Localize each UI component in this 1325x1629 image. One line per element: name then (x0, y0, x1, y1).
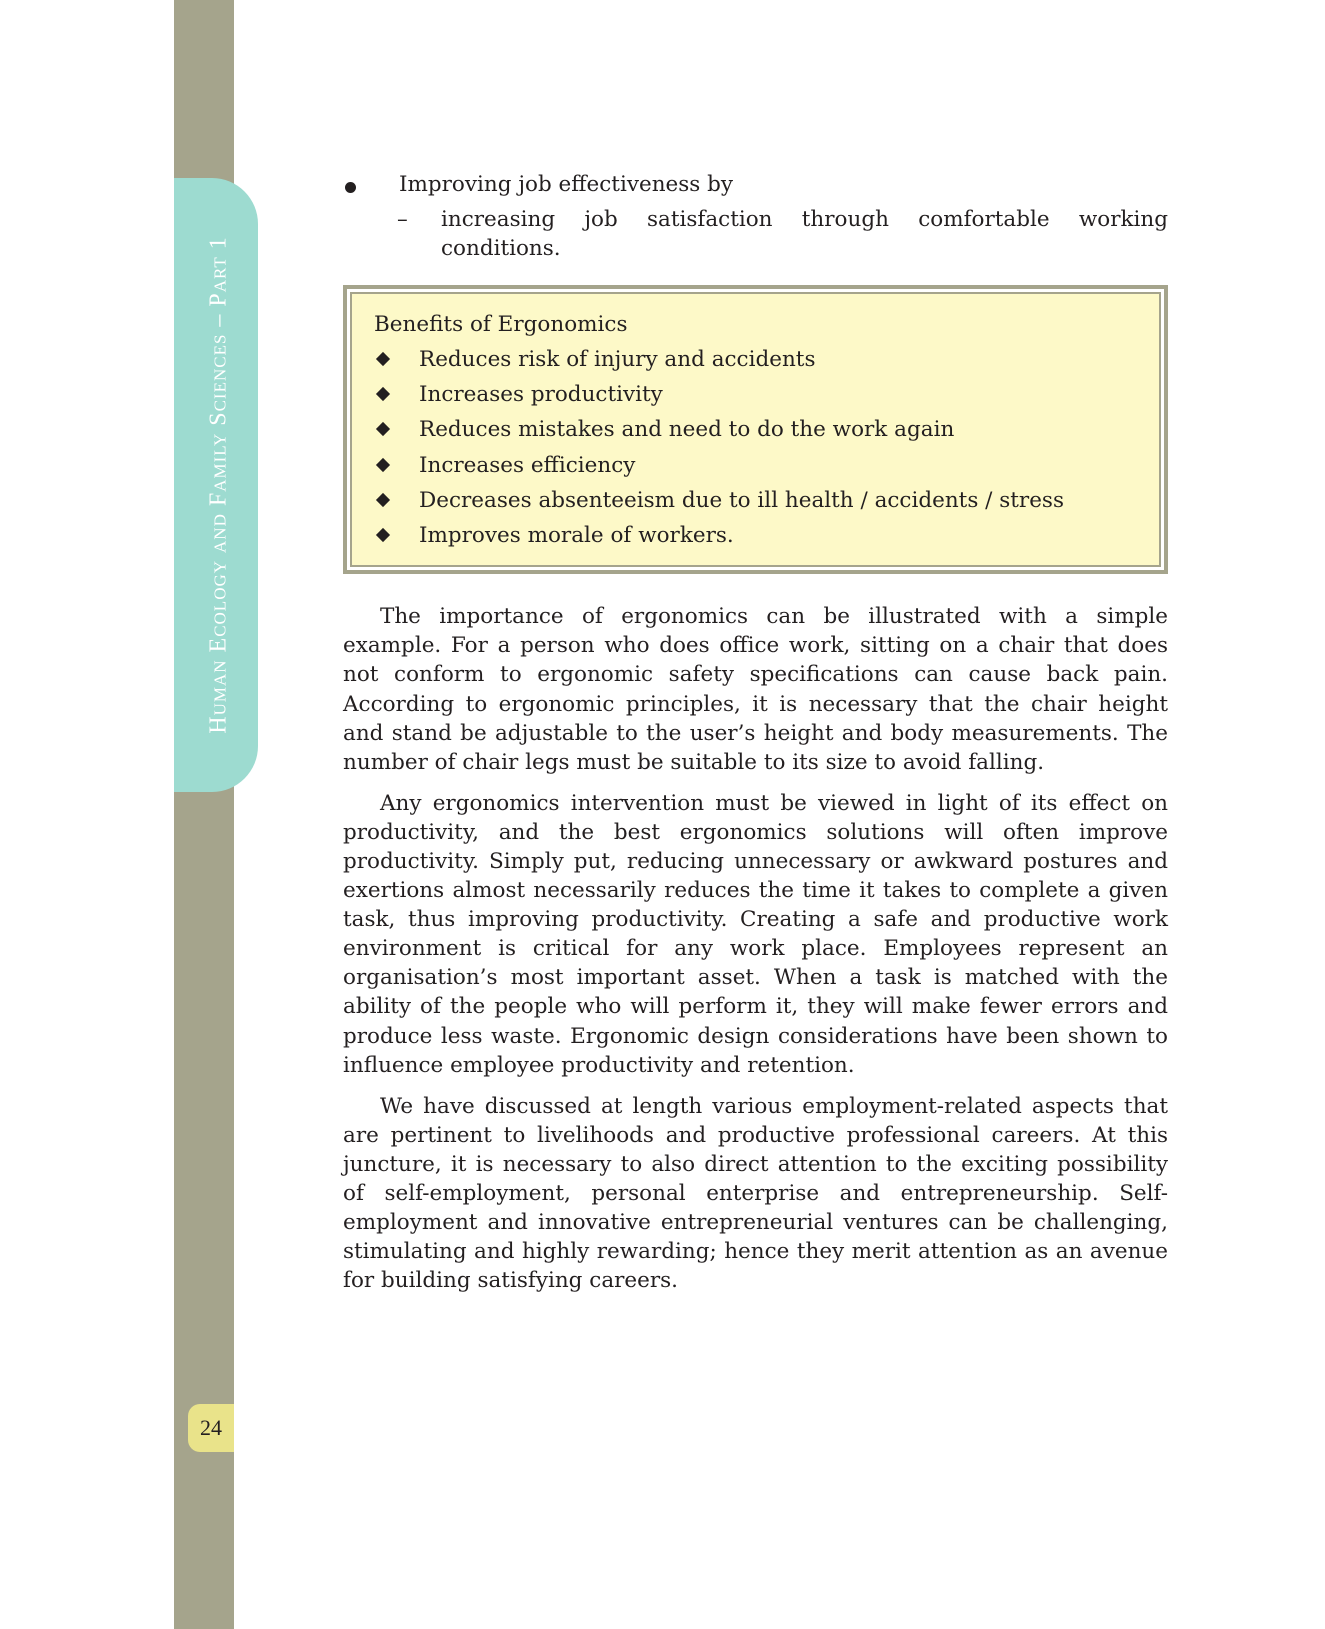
benefit-item (374, 518, 1137, 553)
benefit-text: Reduces risk of injury and accidents (419, 347, 816, 372)
benefit-item (374, 412, 1137, 447)
paragraph: We have discussed at length various employment-related aspects that are pertinent to livelihoods and productive professional careers. At this juncture, it is necessary to also direct attention to the exciting possibility of self-employment, personal enterprise and entrepreneurship. Self-employment and innovative entrepreneurial ventures can be challenging, stimulating and highly rewarding; hence they merit attention as an avenue for building satisfying careers. (343, 1093, 1168, 1294)
page-content (343, 170, 1168, 1295)
benefit-item (374, 448, 1137, 483)
benefit-item (374, 342, 1137, 377)
benefit-item (374, 377, 1137, 412)
benefit-text: Decreases absenteeism due to ill health / accidents / stress (419, 487, 1064, 513)
diamond-bullet-icon (376, 458, 390, 472)
paragraph: Any ergonomics intervention must be viewed in light of its effect on productivity, and the best ergonomics solutions will often improve productivity. Simply put, reducing unnecessary or awkward postures and exertions almost necessarily reduces the time it takes to complete a given task, thus improving productivity. Creating a safe and productive work environment is critical for any work place. Employees represent an organisation’s most important asset. When a task is matched with the ability of the people who will perform it, they will make fewer errors and produce less waste. Ergonomic design considerations have been shown to influence employee productivity and retention. (343, 790, 1168, 1078)
diamond-bullet-icon (376, 352, 390, 366)
diamond-bullet-icon (376, 387, 390, 401)
benefit-text: Increases productivity (419, 382, 663, 408)
benefit-text: Increases efficiency (419, 452, 636, 478)
diamond-bullet-icon (376, 528, 390, 542)
bullet-text: Improving job effectiveness by (399, 172, 734, 197)
benefit-item (374, 483, 1137, 518)
benefits-list (374, 342, 1137, 553)
dash-icon: – (397, 207, 408, 232)
benefit-text: Reduces mistakes and need to do the work again (419, 417, 955, 443)
benefits-box-inner (350, 292, 1161, 567)
benefit-text: Improves morale of workers. (419, 523, 734, 549)
sub-item-text: increasing job satisfaction through comfortable working conditions. (441, 207, 1168, 261)
bullet-item (343, 170, 1168, 199)
benefits-box (343, 285, 1168, 574)
page-number: 24 (188, 1404, 234, 1452)
diamond-bullet-icon (376, 422, 390, 436)
bullet-icon (345, 182, 356, 193)
running-title: Human Ecology and Family Sciences – Part 1 (205, 236, 232, 734)
sub-item (343, 205, 1168, 263)
diamond-bullet-icon (376, 493, 390, 507)
paragraph: The importance of ergonomics can be illustrated with a simple example. For a person who does office work, sitting on a chair that does not conform to ergonomic safety specifications can cause back pain. According to ergonomic principles, it is necessary that the chair height and stand be adjustable to the user’s height and body measurements. The number of chair legs must be suitable to its size to avoid falling. (343, 604, 1168, 775)
benefits-title: Benefits of Ergonomics (374, 312, 628, 337)
